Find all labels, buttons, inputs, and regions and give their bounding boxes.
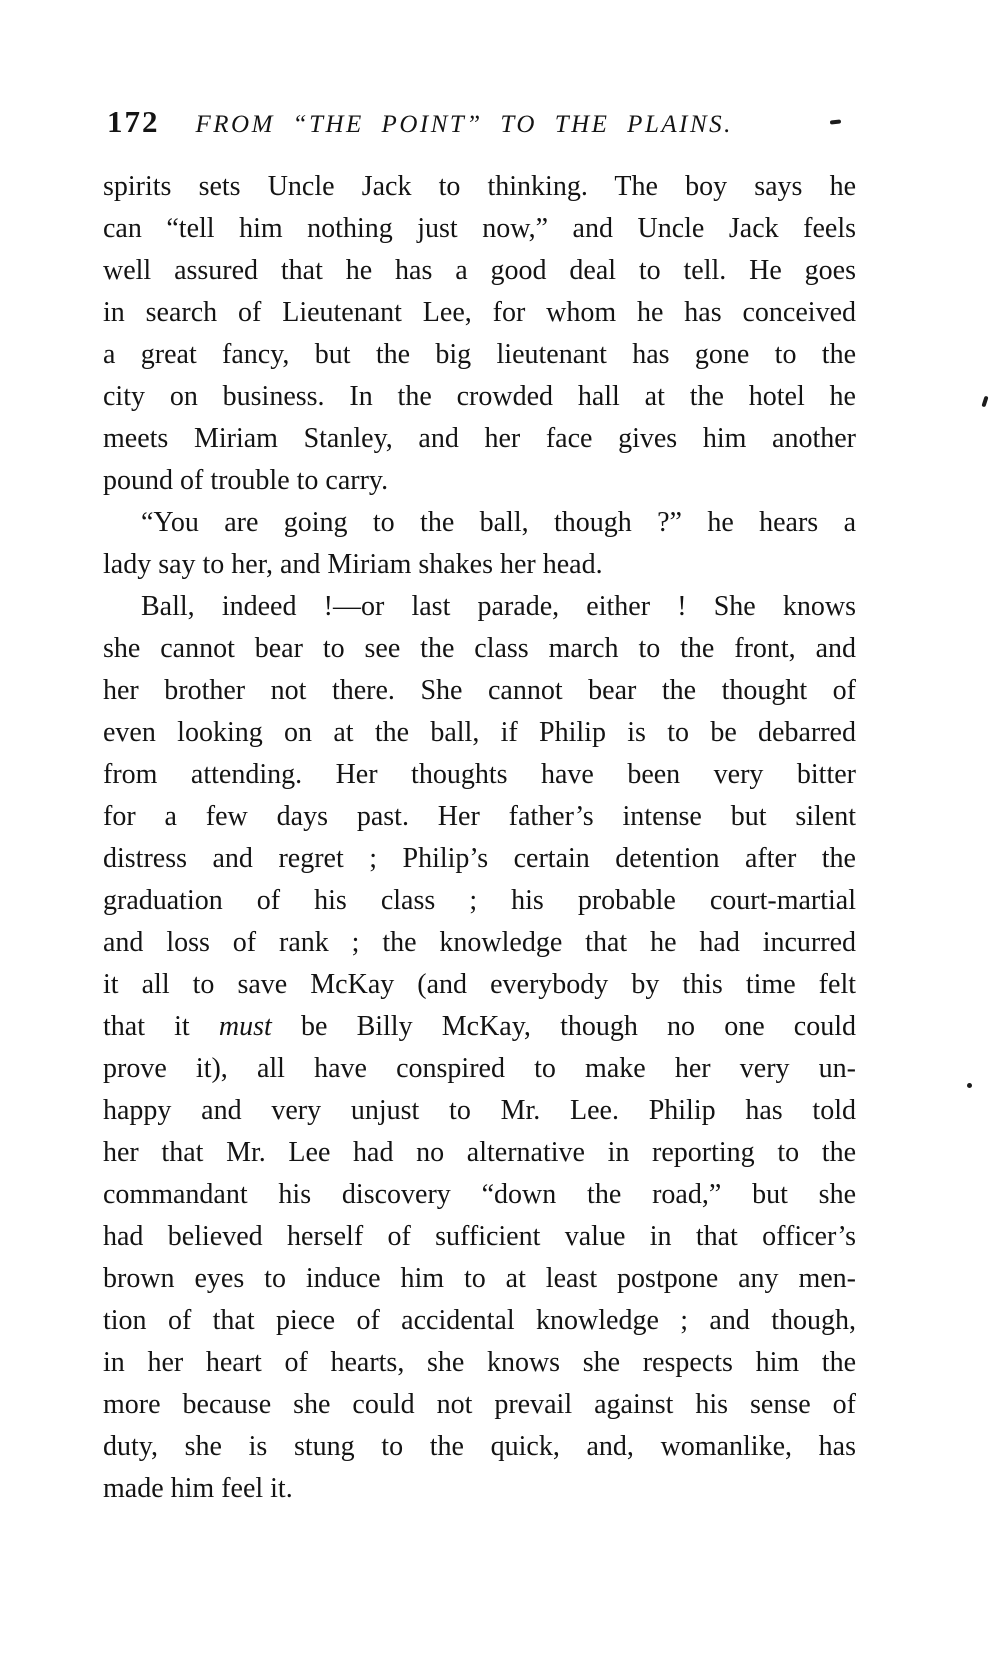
text-line: can “tell him nothing just now,” and Uncle Jack feels: [103, 213, 856, 244]
text-line: that it must be Billy McKay, though no one could: [103, 1011, 856, 1042]
text-line: happy and very unjust to Mr. Lee. Philip has told: [103, 1095, 856, 1126]
text-line: distress and regret ; Philip’s certain detention after the: [103, 843, 856, 874]
text-line: a great fancy, but the big lieutenant has gone to the: [103, 339, 856, 370]
text-line: “You are going to the ball, though ?” he hears a: [141, 507, 856, 538]
text-line: from attending. Her thoughts have been very bitter: [103, 759, 856, 790]
text-line: lady say to her, and Miriam shakes her head.: [103, 549, 603, 580]
text-line: Ball, indeed !—or last parade, either ! She knows: [141, 591, 856, 622]
text-line: spirits sets Uncle Jack to thinking. The boy says he: [103, 171, 856, 202]
text-line: and loss of rank ; the knowledge that he had incurred: [103, 927, 856, 958]
text-line: commandant his discovery “down the road,” but she: [103, 1179, 856, 1210]
text-line: city on business. In the crowded hall at the hotel he: [103, 381, 856, 412]
text-line: even looking on at the ball, if Philip is to be debarred: [103, 717, 856, 748]
text-line: brown eyes to induce him to at least postpone any men-: [103, 1263, 856, 1294]
text-line: more because she could not prevail against his sense of: [103, 1389, 856, 1420]
text-line: in her heart of hearts, she knows she respects him the: [103, 1347, 856, 1378]
text-line: her brother not there. She cannot bear the thought of: [103, 675, 856, 706]
text-line: it all to save McKay (and everybody by this time felt: [103, 969, 856, 1000]
text-line: had believed herself of sufficient value in that officer’s: [103, 1221, 856, 1252]
page-number: 172: [107, 104, 160, 139]
running-title: FROM “THE POINT” TO THE PLAINS.: [195, 111, 733, 138]
text-line: pound of trouble to carry.: [103, 465, 389, 496]
text-line: she cannot bear to see the class march to the front, and: [103, 633, 856, 664]
scan-speck: [967, 1083, 972, 1088]
running-header: [107, 104, 857, 140]
text-line: for a few days past. Her father’s intense but silent: [103, 801, 856, 832]
text-line: prove it), all have conspired to make her very un-: [103, 1053, 856, 1084]
text-line: tion of that piece of accidental knowledge ; and though,: [103, 1305, 856, 1336]
text-line: her that Mr. Lee had no alternative in reporting to the: [103, 1137, 856, 1168]
italic-text: must: [218, 1011, 272, 1042]
text-line: made him feel it.: [103, 1473, 293, 1504]
text-line: well assured that he has a good deal to tell. He goes: [103, 255, 856, 286]
text-line: meets Miriam Stanley, and her face gives him another: [103, 423, 856, 454]
text-line: duty, she is stung to the quick, and, womanlike, has: [103, 1431, 856, 1462]
scan-speck: [981, 396, 988, 408]
text-line: graduation of his class ; his probable court-martial: [103, 885, 856, 916]
page-body: [103, 166, 856, 1510]
text-line: in search of Lieutenant Lee, for whom he has conceived: [103, 297, 856, 328]
